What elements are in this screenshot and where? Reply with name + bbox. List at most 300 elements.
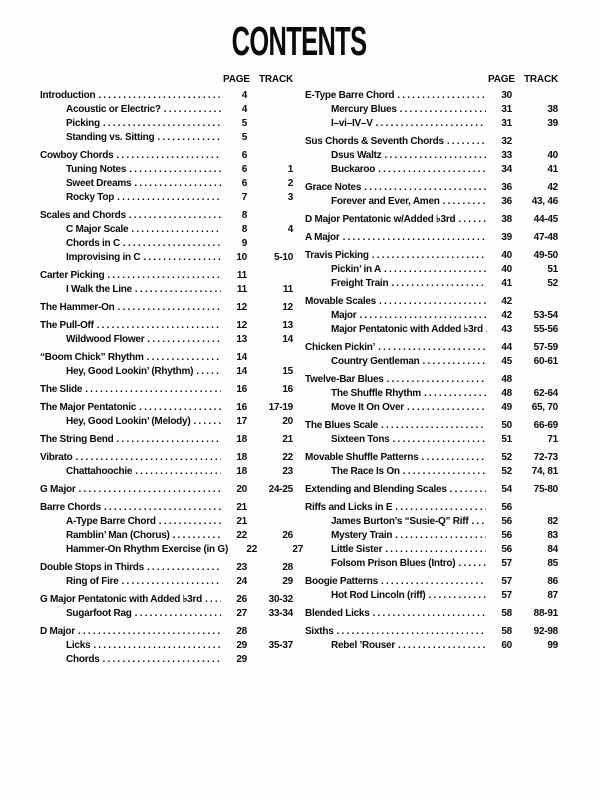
entry-page-number: 21 bbox=[236, 516, 247, 527]
dot-leader bbox=[123, 237, 221, 251]
dot-leader bbox=[378, 163, 486, 177]
entry-track-number: 43, 46 bbox=[531, 196, 558, 207]
entry-track-number: 99 bbox=[547, 640, 558, 651]
toc-entry bbox=[40, 117, 293, 131]
entry-page-number: 56 bbox=[501, 516, 512, 527]
toc-group bbox=[40, 593, 293, 621]
entry-label: Standing vs. Sitting bbox=[66, 132, 155, 143]
entry-label: “Boom Chick” Rhythm bbox=[40, 352, 144, 363]
entry-label: Chords bbox=[66, 654, 100, 665]
entry-label: C Major Scale bbox=[66, 224, 129, 235]
entry-track-number: 11 bbox=[282, 284, 293, 295]
dot-leader bbox=[407, 401, 486, 415]
dot-leader bbox=[78, 483, 221, 497]
entry-page-number: 14 bbox=[236, 352, 247, 363]
entry-label: Mystery Train bbox=[331, 530, 393, 541]
toc-group bbox=[40, 625, 293, 667]
entry-track-number: 33-34 bbox=[268, 608, 293, 619]
entry-track-number: 26 bbox=[282, 530, 293, 541]
entry-track-number: 82 bbox=[547, 516, 558, 527]
dot-leader bbox=[395, 529, 486, 543]
entry-label: Movable Shuffle Patterns bbox=[305, 452, 419, 463]
toc-entry bbox=[40, 501, 293, 515]
entry-page-number: 49 bbox=[501, 402, 512, 413]
toc-column bbox=[40, 74, 304, 667]
toc-group bbox=[305, 295, 558, 337]
toc-entry bbox=[305, 501, 558, 515]
toc-entry bbox=[40, 89, 293, 103]
dot-leader bbox=[93, 639, 221, 653]
entry-label: Extending and Blending Scales bbox=[305, 484, 447, 495]
entry-page-number: 36 bbox=[501, 182, 512, 193]
entry-page-number: 41 bbox=[501, 278, 512, 289]
entry-label: Dsus Waltz bbox=[331, 150, 382, 161]
entry-page-number: 31 bbox=[501, 104, 512, 115]
entry-track-number: 53-54 bbox=[533, 310, 558, 321]
entry-track-number: 42 bbox=[547, 182, 558, 193]
entry-page-number: 31 bbox=[501, 118, 512, 129]
entry-track-number: 65, 70 bbox=[531, 402, 558, 413]
entry-label: Double Stops in Thirds bbox=[40, 562, 144, 573]
entry-label: Country Gentleman bbox=[331, 356, 420, 367]
toc-entry bbox=[40, 149, 293, 163]
entry-page-number: 7 bbox=[241, 192, 247, 203]
dot-leader bbox=[118, 301, 221, 315]
entry-label: Acoustic or Electric? bbox=[66, 104, 161, 115]
toc-entry bbox=[305, 89, 558, 103]
toc-entry bbox=[305, 135, 558, 149]
page-title: CONTENTS bbox=[231, 18, 367, 64]
dot-leader bbox=[103, 653, 222, 667]
toc-entry bbox=[305, 515, 558, 529]
toc-group bbox=[305, 575, 558, 603]
entry-page-number: 22 bbox=[236, 530, 247, 541]
toc-group bbox=[305, 231, 558, 245]
toc-entry bbox=[40, 237, 293, 251]
toc-entry bbox=[305, 625, 558, 639]
entry-track-number: 2 bbox=[287, 178, 293, 189]
toc-group bbox=[40, 269, 293, 297]
toc-entry bbox=[305, 639, 558, 653]
toc-entry bbox=[305, 529, 558, 543]
toc-groups bbox=[40, 89, 304, 667]
entry-track-number: 13 bbox=[282, 320, 293, 331]
entry-track-number: 38 bbox=[547, 104, 558, 115]
entry-track-number: 72-73 bbox=[533, 452, 558, 463]
toc-entry bbox=[40, 209, 293, 223]
toc-group bbox=[40, 149, 293, 205]
dot-leader bbox=[122, 575, 221, 589]
dot-leader bbox=[387, 373, 486, 387]
entry-track-number: 20 bbox=[282, 416, 293, 427]
entry-label: The Shuffle Rhythm bbox=[331, 388, 421, 399]
entry-page-number: 36 bbox=[501, 196, 512, 207]
toc-entry bbox=[305, 263, 558, 277]
toc-entry bbox=[305, 103, 558, 117]
entry-label: Ring of Fire bbox=[66, 576, 119, 587]
entry-page-number: 22 bbox=[246, 544, 258, 555]
entry-page-number: 48 bbox=[501, 374, 512, 385]
entry-page-number: 24 bbox=[236, 576, 247, 587]
entry-page-number: 11 bbox=[236, 270, 247, 281]
column-header bbox=[40, 74, 293, 85]
entry-page-number: 58 bbox=[501, 608, 512, 619]
dot-leader bbox=[131, 223, 221, 237]
toc-column bbox=[305, 74, 558, 667]
toc-entry bbox=[40, 131, 293, 145]
dot-leader bbox=[393, 433, 487, 447]
entry-page-number: 32 bbox=[501, 136, 512, 147]
dot-leader bbox=[134, 177, 221, 191]
entry-page-number: 51 bbox=[501, 434, 512, 445]
entry-track-number: 84 bbox=[547, 544, 558, 555]
dot-leader bbox=[443, 195, 486, 209]
toc-group bbox=[40, 319, 293, 347]
entry-page-number: 58 bbox=[501, 626, 512, 637]
toc-entry bbox=[40, 333, 293, 347]
entry-track-number: 1 bbox=[287, 164, 293, 175]
toc-entry bbox=[305, 277, 558, 291]
entry-track-number: 88-91 bbox=[533, 608, 558, 619]
entry-track-number: 57-59 bbox=[533, 342, 558, 353]
entry-label: Hammer-On Rhythm Exercise (in G) bbox=[66, 544, 229, 555]
toc-group bbox=[305, 483, 558, 497]
entry-page-number: 13 bbox=[236, 334, 247, 345]
entry-label: Travis Picking bbox=[305, 250, 369, 261]
toc-group bbox=[40, 501, 304, 557]
entry-label: The Race Is On bbox=[331, 466, 400, 477]
dot-leader bbox=[135, 283, 221, 297]
toc-group bbox=[40, 383, 293, 397]
entry-label: Forever and Ever, Amen bbox=[331, 196, 440, 207]
toc-group bbox=[305, 607, 558, 621]
toc-entry bbox=[305, 465, 558, 479]
entry-track-number: 30-32 bbox=[268, 594, 293, 605]
toc-entry bbox=[305, 309, 558, 323]
dot-leader bbox=[143, 251, 221, 265]
dot-leader bbox=[98, 89, 221, 103]
entry-page-number: 21 bbox=[236, 502, 247, 513]
dot-leader bbox=[205, 593, 221, 607]
dot-leader bbox=[398, 639, 486, 653]
entry-page-number: 54 bbox=[501, 484, 512, 495]
dot-leader bbox=[423, 355, 486, 369]
toc-group bbox=[40, 483, 293, 497]
dot-leader bbox=[391, 277, 486, 291]
toc-group bbox=[305, 419, 558, 447]
dot-leader bbox=[428, 589, 486, 603]
toc-group bbox=[40, 351, 293, 379]
entry-page-number: 42 bbox=[501, 310, 512, 321]
dot-leader bbox=[400, 103, 486, 117]
entry-label: Picking bbox=[66, 118, 100, 129]
toc-entry bbox=[40, 301, 293, 315]
entry-track-number: 5-10 bbox=[273, 252, 293, 263]
dot-leader bbox=[97, 319, 221, 333]
toc-entry bbox=[305, 195, 558, 209]
entry-track-number: 14 bbox=[282, 334, 293, 345]
toc-entry bbox=[305, 607, 558, 621]
toc-entry bbox=[40, 383, 293, 397]
entry-track-number: 4 bbox=[287, 224, 293, 235]
entry-label: G Major Pentatonic with Added ♭3rd bbox=[40, 594, 202, 605]
entry-track-number: 12 bbox=[282, 302, 293, 313]
entry-label: Sweet Dreams bbox=[66, 178, 132, 189]
dot-leader bbox=[139, 401, 221, 415]
entry-label: Riffs and Licks in E bbox=[305, 502, 393, 513]
entry-track-number: 23 bbox=[282, 466, 293, 477]
entry-label: Tuning Notes bbox=[66, 164, 127, 175]
entry-label: The String Bend bbox=[40, 434, 114, 445]
toc-entry bbox=[305, 249, 558, 263]
entry-page-number: 12 bbox=[236, 302, 247, 313]
entry-label: Sus Chords & Seventh Chords bbox=[305, 136, 444, 147]
toc-entry bbox=[40, 625, 293, 639]
dot-leader bbox=[373, 607, 486, 621]
dot-leader bbox=[381, 575, 486, 589]
toc-entry bbox=[40, 607, 293, 621]
dot-leader bbox=[164, 103, 221, 117]
entry-page-number: 4 bbox=[241, 104, 247, 115]
entry-track-number: 55-56 bbox=[533, 324, 558, 335]
entry-label: Vibrato bbox=[40, 452, 73, 463]
entry-page-number: 5 bbox=[241, 118, 247, 129]
entry-page-number: 26 bbox=[236, 594, 247, 605]
entry-page-number: 33 bbox=[501, 150, 512, 161]
dot-leader bbox=[159, 515, 221, 529]
toc-entry bbox=[40, 251, 293, 265]
toc-entry bbox=[40, 283, 293, 297]
entry-page-number: 12 bbox=[236, 320, 247, 331]
entry-track-number: 3 bbox=[287, 192, 293, 203]
dot-leader bbox=[129, 163, 221, 177]
toc-entry bbox=[40, 351, 293, 365]
toc-entry bbox=[40, 177, 293, 191]
dot-leader bbox=[193, 415, 221, 429]
entry-label: A-Type Barre Chord bbox=[66, 516, 156, 527]
toc-entry bbox=[305, 213, 558, 227]
entry-label: Hey, Good Lookin’ (Melody) bbox=[66, 416, 191, 427]
track-header: TRACK bbox=[524, 74, 558, 85]
toc-group bbox=[305, 213, 558, 227]
entry-page-number: 28 bbox=[236, 626, 247, 637]
entry-page-number: 6 bbox=[241, 164, 247, 175]
entry-page-number: 5 bbox=[241, 132, 247, 143]
entry-label: D Major Pentatonic w/Added ♭3rd bbox=[305, 214, 456, 225]
entry-label: G Major bbox=[40, 484, 76, 495]
toc-entry bbox=[305, 355, 558, 369]
dot-leader bbox=[395, 501, 486, 515]
entry-page-number: 40 bbox=[501, 264, 512, 275]
entry-label: Blended Licks bbox=[305, 608, 370, 619]
toc-group bbox=[305, 373, 558, 415]
dot-leader bbox=[384, 263, 486, 277]
entry-page-number: 39 bbox=[501, 232, 512, 243]
toc-group bbox=[305, 181, 558, 209]
entry-track-number: 29 bbox=[282, 576, 293, 587]
entry-track-number: 74, 81 bbox=[531, 466, 558, 477]
dot-leader bbox=[129, 209, 221, 223]
dot-leader bbox=[147, 561, 221, 575]
toc-entry bbox=[305, 295, 558, 309]
entry-track-number: 86 bbox=[547, 576, 558, 587]
entry-track-number: 66-69 bbox=[533, 420, 558, 431]
dot-leader bbox=[376, 117, 486, 131]
entry-label: James Burton’s “Susie-Q” Riff bbox=[331, 516, 469, 527]
entry-label: The Major Pentatonic bbox=[40, 402, 137, 413]
dot-leader bbox=[384, 149, 486, 163]
toc-group bbox=[305, 341, 558, 369]
entry-page-number: 29 bbox=[236, 654, 247, 665]
entry-label: Chicken Pickin’ bbox=[305, 342, 376, 353]
entry-page-number: 8 bbox=[241, 210, 247, 221]
toc-entry bbox=[305, 387, 558, 401]
dot-leader bbox=[78, 625, 221, 639]
dot-leader bbox=[104, 501, 221, 515]
entry-label: D Major bbox=[40, 626, 75, 637]
entry-label: Major Pentatonic with Added ♭3rd bbox=[331, 324, 483, 335]
entry-label: Licks bbox=[66, 640, 91, 651]
entry-track-number: 15 bbox=[282, 366, 293, 377]
toc-entry bbox=[40, 223, 293, 237]
dot-leader bbox=[343, 231, 486, 245]
dot-leader bbox=[447, 135, 486, 149]
dot-leader bbox=[364, 181, 486, 195]
dot-leader bbox=[147, 351, 221, 365]
toc-entry bbox=[40, 103, 293, 117]
entry-label: Scales and Chords bbox=[40, 210, 126, 221]
toc-entry bbox=[305, 231, 558, 245]
entry-page-number: 57 bbox=[501, 558, 512, 569]
entry-page-number: 18 bbox=[236, 434, 247, 445]
toc-group bbox=[305, 501, 558, 571]
toc-entry bbox=[305, 181, 558, 195]
entry-page-number: 14 bbox=[236, 366, 247, 377]
entry-label: Sixteen Tons bbox=[331, 434, 390, 445]
toc-entry bbox=[305, 483, 558, 497]
entry-page-number: 42 bbox=[501, 296, 512, 307]
entry-label: Movable Scales bbox=[305, 296, 376, 307]
entry-page-number: 9 bbox=[241, 238, 247, 249]
entry-track-number: 62-64 bbox=[533, 388, 558, 399]
entry-label: Hot Rod Lincoln (riff) bbox=[331, 590, 426, 601]
dot-leader bbox=[135, 607, 221, 621]
dot-leader bbox=[458, 213, 486, 227]
entry-track-number: 40 bbox=[547, 150, 558, 161]
toc-entry bbox=[305, 557, 558, 571]
dot-leader bbox=[471, 515, 486, 529]
toc-entry bbox=[40, 515, 293, 529]
entry-label: Improvising in C bbox=[66, 252, 141, 263]
entry-label: Pickin’ in A bbox=[331, 264, 381, 275]
entry-page-number: 34 bbox=[501, 164, 512, 175]
toc-group bbox=[40, 401, 293, 429]
entry-page-number: 56 bbox=[501, 544, 512, 555]
entry-label: Boogie Patterns bbox=[305, 576, 378, 587]
entry-label: Mercury Blues bbox=[331, 104, 397, 115]
dot-leader bbox=[157, 131, 221, 145]
dot-leader bbox=[403, 465, 486, 479]
toc-group bbox=[40, 209, 293, 265]
toc-entry bbox=[40, 575, 293, 589]
entry-label: Carter Picking bbox=[40, 270, 105, 281]
toc-entry bbox=[40, 465, 293, 479]
dot-leader bbox=[378, 341, 486, 355]
dot-leader bbox=[117, 191, 221, 205]
entry-page-number: 48 bbox=[501, 388, 512, 399]
toc-group bbox=[40, 89, 293, 145]
dot-leader bbox=[173, 529, 221, 543]
toc-entry bbox=[305, 373, 558, 387]
toc-entry bbox=[40, 269, 293, 283]
entry-label: Cowboy Chords bbox=[40, 150, 114, 161]
entry-label: Folsom Prison Blues (Intro) bbox=[331, 558, 456, 569]
toc-groups bbox=[305, 89, 558, 653]
entry-label: Hey, Good Lookin’ (Rhythm) bbox=[66, 366, 194, 377]
dot-leader bbox=[103, 117, 221, 131]
entry-label: Ramblin’ Man (Chorus) bbox=[66, 530, 170, 541]
dot-leader bbox=[372, 249, 486, 263]
entry-track-number: 52 bbox=[547, 278, 558, 289]
dot-leader bbox=[424, 387, 486, 401]
dot-leader bbox=[421, 451, 486, 465]
entry-track-number: 44-45 bbox=[533, 214, 558, 225]
entry-label: Buckaroo bbox=[331, 164, 376, 175]
entry-track-number: 24-25 bbox=[268, 484, 293, 495]
entry-page-number: 8 bbox=[241, 224, 247, 235]
entry-page-number: 18 bbox=[236, 452, 247, 463]
entry-page-number: 16 bbox=[236, 384, 247, 395]
entry-label: The Blues Scale bbox=[305, 420, 378, 431]
entry-label: Chattahoochie bbox=[66, 466, 133, 477]
dot-leader bbox=[397, 89, 486, 103]
entry-track-number: 35-37 bbox=[268, 640, 293, 651]
entry-label: I–vi–IV–V bbox=[331, 118, 373, 129]
toc-entry bbox=[40, 639, 293, 653]
dot-leader bbox=[196, 365, 221, 379]
toc-entry bbox=[305, 149, 558, 163]
track-header: TRACK bbox=[259, 74, 293, 85]
page-header: PAGE bbox=[488, 74, 515, 85]
toc-entry bbox=[40, 653, 293, 667]
toc-entry bbox=[40, 593, 293, 607]
entry-track-number: 51 bbox=[547, 264, 558, 275]
entry-track-number: 87 bbox=[547, 590, 558, 601]
entry-page-number: 43 bbox=[501, 324, 512, 335]
toc-group bbox=[305, 451, 558, 479]
dot-leader bbox=[379, 295, 486, 309]
entry-track-number: 60-61 bbox=[533, 356, 558, 367]
entry-label: The Slide bbox=[40, 384, 83, 395]
entry-page-number: 40 bbox=[501, 250, 512, 261]
toc-group bbox=[40, 433, 293, 447]
dot-leader bbox=[147, 333, 221, 347]
entry-label: The Pull-Off bbox=[40, 320, 94, 331]
toc-group bbox=[40, 301, 293, 315]
entry-page-number: 56 bbox=[501, 502, 512, 513]
entry-page-number: 30 bbox=[501, 90, 512, 101]
toc-group bbox=[305, 135, 558, 177]
entry-page-number: 60 bbox=[501, 640, 512, 651]
entry-page-number: 23 bbox=[236, 562, 247, 573]
dot-leader bbox=[116, 149, 221, 163]
toc-entry bbox=[40, 529, 293, 543]
entry-page-number: 6 bbox=[241, 150, 247, 161]
entry-page-number: 50 bbox=[501, 420, 512, 431]
dot-leader bbox=[116, 433, 221, 447]
toc-entry bbox=[305, 589, 558, 603]
entry-track-number: 22 bbox=[282, 452, 293, 463]
